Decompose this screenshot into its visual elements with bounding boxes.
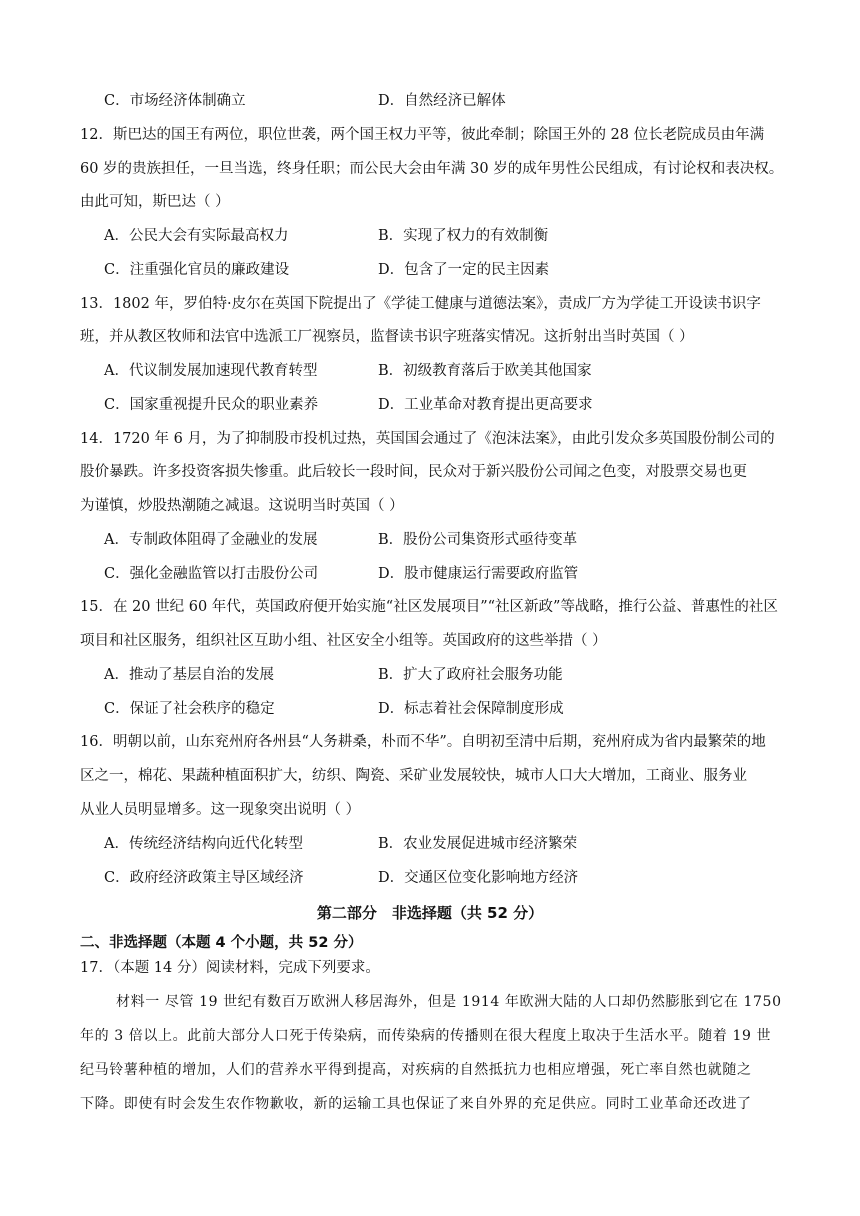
q17-intro: 17．（本题 14 分）阅读材料，完成下列要求。 <box>80 960 380 976</box>
q11-option-d[interactable]: D．自然经济已解体 <box>378 93 506 109</box>
q14-stem-line-2: 股价暴跌。许多投资客损失惨重。此后较长一段时间，民众对于新兴股份公司闻之色变，对股票交易也更 <box>80 464 747 480</box>
q12-stem-line-1: 12．斯巴达的国王有两位，职位世袭，两个国王权力平等，彼此牵制；除国王外的 28 位长老院成员由年满 <box>80 127 765 143</box>
q12-option-c[interactable]: C．注重强化官员的廉政建设 <box>104 262 290 278</box>
q16-option-c[interactable]: C．政府经济政策主导区域经济 <box>104 870 304 886</box>
q15-option-b[interactable]: B．扩大了政府社会服务功能 <box>378 667 563 683</box>
q12-option-d[interactable]: D．包含了一定的民主因素 <box>378 262 550 278</box>
q14-stem-line-1: 14．1720 年 6 月，为了抑制股市投机过热，英国国会通过了《泡沫法案》，由此引发众多英国股份制公司的 <box>80 431 775 447</box>
q13-stem-line-1: 13．1802 年，罗伯特·皮尔在英国下院提出了《学徒工健康与道德法案》，责成厂方为学徒工开设读书识字 <box>80 296 761 312</box>
q13-option-a[interactable]: A．代议制发展加速现代教育转型 <box>104 363 318 379</box>
part-two-title: 第二部分 非选择题（共 52 分） <box>316 904 544 922</box>
q16-option-d[interactable]: D．交通区位变化影响地方经济 <box>378 870 579 886</box>
q15-option-a[interactable]: A．推动了基层自治的发展 <box>104 667 274 683</box>
q15-stem-line-2: 项目和社区服务，组织社区互助小组、社区安全小组等。英国政府的这些举措（ ） <box>80 633 607 649</box>
q12-stem-line-2: 60 岁的贵族担任，一旦当选，终身任职；而公民大会由年满 30 岁的成年男性公民组成，有讨论权和表决权。 <box>80 161 784 177</box>
q13-option-c[interactable]: C．国家重视提升民众的职业素养 <box>104 397 319 413</box>
q15-option-d[interactable]: D．标志着社会保障制度形成 <box>378 701 564 717</box>
q13-stem-line-2: 班，并从教区牧师和法官中选派工厂视察员，监督读书识字班落实情况。这折射出当时英国（ ） <box>80 329 694 345</box>
q14-option-a[interactable]: A．专制政体阻碍了金融业的发展 <box>104 532 318 548</box>
q15-option-c[interactable]: C．保证了社会秩序的稳定 <box>104 701 275 717</box>
q16-option-a[interactable]: A．传统经济结构向近代化转型 <box>104 836 303 852</box>
q11-option-c[interactable]: C．市场经济体制确立 <box>104 93 246 109</box>
section-two-heading: 二、非选择题（本题 4 个小题，共 52 分） <box>80 935 363 951</box>
q16-stem-line-2: 区之一，棉花、果蔬种植面积扩大，纺织、陶瓷、采矿业发展较快，城市人口大大增加，工商业、服务业 <box>80 768 747 784</box>
q14-option-d[interactable]: D．股市健康运行需要政府监管 <box>378 566 579 582</box>
q17-material-line-4: 下降。即使有时会发生农作物歉收，新的运输工具也保证了来自外界的充足供应。同时工业革命还改进了 <box>80 1096 752 1112</box>
q13-option-b[interactable]: B．初级教育落后于欧美其他国家 <box>378 363 592 379</box>
q17-material-line-1: 材料一 尽管 19 世纪有数百万欧洲人移居海外，但是 1914 年欧洲大陆的人口却仍然膨胀到它在 1750 <box>116 994 782 1010</box>
q16-stem-line-3: 从业人员明显增多。这一现象突出说明（ ） <box>80 802 361 818</box>
q17-material-line-2: 年的 3 倍以上。此前大部分人口死于传染病，而传染病的传播则在很大程度上取决于生活水平。随着 19 世 <box>80 1028 772 1044</box>
q12-stem-line-3: 由此可知，斯巴达（ ） <box>80 194 230 210</box>
q15-stem-line-1: 15．在 20 世纪 60 年代，英国政府便开始实施“社区发展项目”“社区新政”等战略，推行公益、普惠性的社区 <box>80 599 778 615</box>
q12-option-b[interactable]: B．实现了权力的有效制衡 <box>378 228 549 244</box>
q12-option-a[interactable]: A．公民大会有实际最高权力 <box>104 228 289 244</box>
q14-option-b[interactable]: B．股份公司集资形式亟待变革 <box>378 532 578 548</box>
q16-option-b[interactable]: B．农业发展促进城市经济繁荣 <box>378 836 578 852</box>
q17-material-line-3: 纪马铃薯种植的增加，人们的营养水平得到提高，对疾病的自然抵抗力也相应增强，死亡率自然也就随之 <box>80 1062 752 1078</box>
q14-stem-line-3: 为谨慎，炒股热潮随之减退。这说明当时英国（ ） <box>80 498 404 514</box>
q16-stem-line-1: 16．明朝以前，山东兖州府各州县“人务耕桑，朴而不华”。自明初至清中后期，兖州府成为省内最繁荣的地 <box>80 734 766 750</box>
q13-option-d[interactable]: D．工业革命对教育提出更高要求 <box>378 397 593 413</box>
q14-option-c[interactable]: C．强化金融监管以打击股份公司 <box>104 566 319 582</box>
